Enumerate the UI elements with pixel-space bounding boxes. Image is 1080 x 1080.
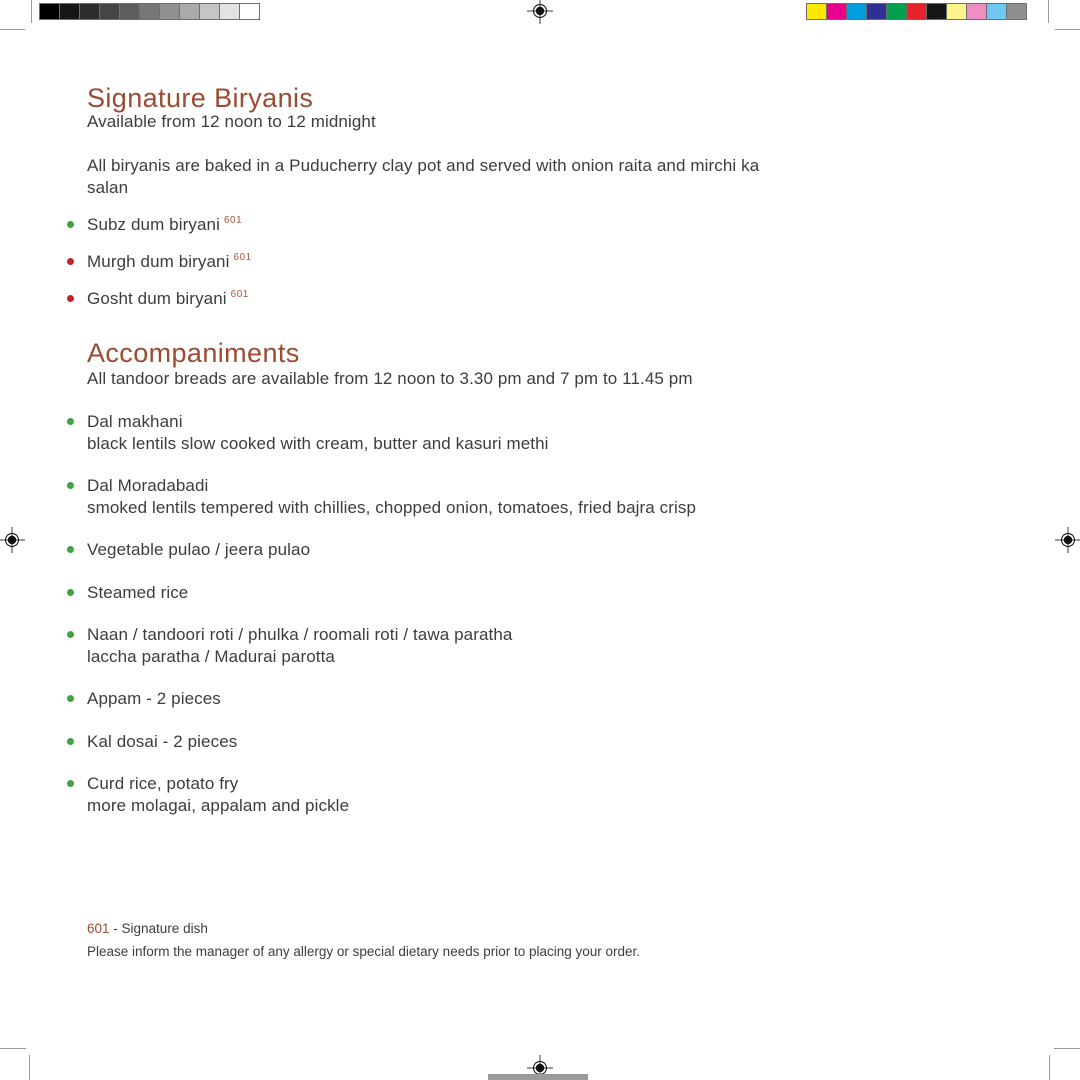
crop-mark bbox=[1049, 1055, 1050, 1080]
menu-item bbox=[65, 214, 907, 239]
calibration-swatch bbox=[179, 3, 200, 20]
calibration-swatch bbox=[886, 3, 907, 20]
signature-dish-number: 601 bbox=[230, 289, 249, 300]
crop-mark bbox=[31, 0, 32, 23]
section-availability: All tandoor breads are available from 12 noon to 3.30 pm and 7 pm to 11.45 pm bbox=[87, 369, 693, 388]
veg-indicator-dot bbox=[67, 221, 74, 228]
dish-name: Dal Moradabadi bbox=[87, 476, 209, 495]
menu-item bbox=[65, 731, 907, 753]
menu-item bbox=[65, 475, 907, 518]
menu-item bbox=[65, 624, 907, 667]
crop-mark bbox=[0, 29, 25, 30]
registration-mark-left bbox=[0, 527, 25, 553]
grayscale-calibration-bar bbox=[40, 3, 260, 20]
veg-indicator-dot bbox=[67, 546, 74, 553]
signature-dish-number: 601 bbox=[233, 252, 252, 263]
registration-mark-top bbox=[527, 0, 553, 24]
registration-mark-right bbox=[1055, 527, 1080, 553]
calibration-swatch bbox=[219, 3, 240, 20]
legend-line bbox=[87, 921, 208, 936]
veg-indicator-dot bbox=[67, 482, 74, 489]
calibration-swatch bbox=[806, 3, 827, 20]
crop-mark bbox=[1054, 1048, 1080, 1049]
nonveg-indicator-dot bbox=[67, 295, 74, 302]
crop-mark bbox=[29, 1055, 30, 1080]
veg-indicator-dot bbox=[67, 780, 74, 787]
calibration-swatch bbox=[826, 3, 847, 20]
calibration-swatch bbox=[926, 3, 947, 20]
dish-description: black lentils slow cooked with cream, butter and kasuri methi bbox=[87, 433, 549, 453]
crop-mark bbox=[0, 1048, 26, 1049]
veg-indicator-dot bbox=[67, 631, 74, 638]
nonveg-indicator-dot bbox=[67, 258, 74, 265]
section-title-signature-biryanis: Signature Biryanis bbox=[87, 83, 314, 113]
calibration-swatch bbox=[239, 3, 260, 20]
bottom-gray-chip bbox=[488, 1074, 588, 1080]
crop-mark bbox=[1055, 29, 1080, 30]
calibration-swatch bbox=[39, 3, 60, 20]
menu-item bbox=[65, 688, 907, 710]
dish-name: Naan / tandoori roti / phulka / roomali roti / tawa paratha bbox=[87, 625, 513, 644]
dish-name: Kal dosai - 2 pieces bbox=[87, 732, 238, 751]
legend-text: - Signature dish bbox=[109, 921, 208, 936]
dish-name: Subz dum biryani bbox=[87, 215, 220, 234]
dish-name: Murgh dum biryani bbox=[87, 252, 230, 271]
calibration-swatch bbox=[139, 3, 160, 20]
calibration-swatch bbox=[119, 3, 140, 20]
allergy-note: Please inform the manager of any allergy or special dietary needs prior to placing your order. bbox=[87, 944, 641, 959]
dish-name: Gosht dum biryani bbox=[87, 289, 227, 308]
crop-mark bbox=[1048, 0, 1049, 23]
dish-description: more molagai, appalam and pickle bbox=[87, 795, 350, 815]
veg-indicator-dot bbox=[67, 738, 74, 745]
calibration-swatch bbox=[906, 3, 927, 20]
veg-indicator-dot bbox=[67, 589, 74, 596]
menu-item bbox=[65, 288, 907, 313]
veg-indicator-dot bbox=[67, 418, 74, 425]
color-calibration-bar bbox=[807, 3, 1027, 20]
dish-name: Vegetable pulao / jeera pulao bbox=[87, 540, 311, 559]
signature-dish-number: 601 bbox=[223, 215, 243, 226]
menu-item bbox=[65, 582, 907, 604]
calibration-swatch bbox=[946, 3, 967, 20]
calibration-swatch bbox=[59, 3, 80, 20]
calibration-swatch bbox=[966, 3, 987, 20]
calibration-swatch bbox=[1006, 3, 1027, 20]
dish-description: smoked lentils tempered with chillies, chopped onion, tomatoes, fried bajra crisp bbox=[87, 497, 697, 517]
menu-item bbox=[65, 539, 907, 561]
veg-indicator-dot bbox=[67, 695, 74, 702]
legend-number: 601 bbox=[87, 921, 110, 936]
section-availability: Available from 12 noon to 12 midnight bbox=[87, 112, 376, 131]
menu-item bbox=[65, 251, 907, 276]
dish-name: Appam - 2 pieces bbox=[87, 689, 221, 708]
calibration-swatch bbox=[199, 3, 220, 20]
calibration-swatch bbox=[99, 3, 120, 20]
dish-name: Curd rice, potato fry bbox=[87, 774, 239, 793]
calibration-swatch bbox=[846, 3, 867, 20]
menu-item bbox=[65, 773, 907, 816]
calibration-swatch bbox=[79, 3, 100, 20]
dish-name: Dal makhani bbox=[87, 412, 183, 431]
calibration-swatch bbox=[866, 3, 887, 20]
dish-name: Steamed rice bbox=[87, 583, 189, 602]
dish-description: laccha paratha / Madurai parotta bbox=[87, 646, 335, 666]
calibration-swatch bbox=[986, 3, 1007, 20]
menu-item bbox=[65, 411, 907, 454]
section-note: All biryanis are baked in a Puducherry clay pot and served with onion raita and mirchi ka salan bbox=[87, 156, 760, 197]
calibration-swatch bbox=[159, 3, 180, 20]
section-title-accompaniments: Accompaniments bbox=[87, 338, 300, 368]
